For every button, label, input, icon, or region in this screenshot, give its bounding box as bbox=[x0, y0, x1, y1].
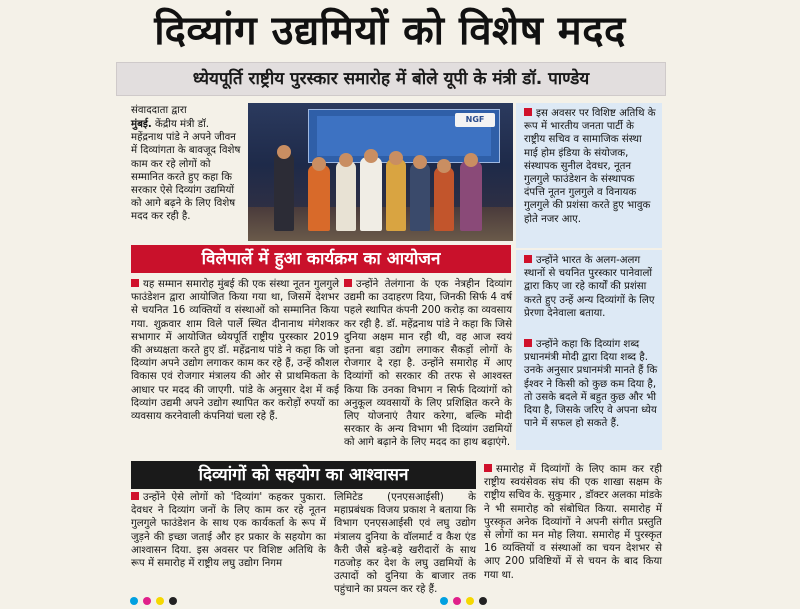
event-photo bbox=[248, 103, 513, 241]
person-figure bbox=[274, 153, 294, 231]
bullet-square-icon bbox=[524, 255, 532, 263]
sidebar-paragraph bbox=[524, 254, 658, 336]
section2-col3 bbox=[484, 463, 662, 583]
section1-col2 bbox=[344, 278, 512, 458]
intro-body: केंद्रीय मंत्री डॉ. महेंद्रनाथ पांडे ने अपने जीवन में दिव्यांगता के बावजूद विशेष काम कर रहे लोगों को सम्मानित करते हुए कहा कि सरकार ऐसे दिव्यांग उद्यमियों को आगे बढ़ने के लिए विशेष मदद कर रही है. bbox=[131, 119, 241, 223]
sidebar-paragraph bbox=[524, 338, 658, 448]
section1-heading: विलेपार्ले में हुआ कार्यक्रम का आयोजन bbox=[131, 245, 511, 273]
section2-heading: दिव्यांगों को सहयोग का आश्वासन bbox=[131, 461, 476, 489]
person-figure bbox=[386, 159, 406, 231]
subheadline: ध्येयपूर्ति राष्ट्रीय पुरस्कार समारोह में बोले यूपी के मंत्री डॉ. पाण्डेय bbox=[116, 62, 666, 96]
sidebar-paragraph bbox=[524, 107, 658, 247]
sidebar-text-2: उन्होंने भारत के अलग-अलग स्थानों से चयनित पुरस्कार पानेवालों द्वारा किए जा रहे कार्यों की प्रशंसा करते हुए उन्हें अन्य दिव्यांगों के लिए प्रेरणा देनेवाला बताया. bbox=[524, 255, 655, 319]
section2-col3-text: समारोह में दिव्यांगों के लिए काम कर रही राष्ट्रीय स्वयंसेवक संघ की एक शाखा सक्षम के राष्ट्रीय सचिव के. सुकुमार , डॉक्टर अलका मांडके ने भी समारोह को संबोधित किया. समारोह में पुरस्कृत अनेक दिव्यांगों ने अपनी संगीत प्रस्तुति से लोगों का मन मोह लिया. समारोह में पुरस्कृत 16 व्यक्तियों व संस्थाओं का चयन देशभर से आए 200 प्रविष्टियों में से चयन के बाद किया गया था. bbox=[484, 464, 662, 581]
bullet-square-icon bbox=[524, 108, 532, 116]
person-figure bbox=[434, 167, 454, 231]
byline: संवाददाता द्वारा bbox=[131, 105, 187, 116]
person-figure bbox=[410, 163, 430, 231]
person-head bbox=[364, 149, 378, 163]
bullet-square-icon bbox=[131, 279, 139, 287]
person-head bbox=[464, 153, 478, 167]
person-figure bbox=[360, 157, 382, 231]
ngf-logo: NGF bbox=[455, 113, 495, 127]
bullet-square-icon bbox=[344, 279, 352, 287]
person-head bbox=[339, 153, 353, 167]
bullet-square-icon bbox=[131, 492, 139, 500]
section1-col1 bbox=[131, 278, 339, 458]
headline: दिव्यांग उद्यमियों को विशेष मदद bbox=[154, 8, 626, 54]
section1-col1-text: यह सम्मान समारोह मुंबई की एक संस्था नूतन गुलगुले फाउंडेशन द्वारा आयोजित किया गया था, जिसमें देशभर से चयनित 16 व्यक्तियों व संस्थाओं को सम्मानित किया गया. शुक्रवार शाम विले पार्ले स्थित दीनानाथ मंगेशकर सभागार में आयोजित ध्येयपूर्ति राष्ट्रीय पुरस्कार 2019 की अध्यक्षता करते हुए डॉ. महेंद्रनाथ पांडे ने कहा कि जो दिव्यांग अपने उद्योग लगाकर काम कर रहे हैं, उन्हें कौशल विकास एवं रोजगार मंत्रालय की ओर से प्राथमिकता के आधार पर मदद की जाएगी. पांडे के अनुसार देश में कई दिव्यांग उद्यमी अपने उद्योग स्थापित कर करोड़ों रुपयों का व्यवसाय करनेवाली कंपनियां चला रहे हैं. bbox=[131, 279, 339, 423]
section2-col2 bbox=[334, 491, 476, 596]
section2-col1-text: उन्होंने ऐसे लोगों को 'दिव्यांग' कहकर पुकारा. देवधर ने दिव्यांग जनों के लिए काम कर रहे नूतन गुलगुले फाउंडेशन के साथ एक कार्यकर्ता के रूप में जुड़ने की इच्छा जताई और हर प्रकार के सहयोग का आश्वासन दिया. इस अवसर पर विशिष्ट अतिथि के रूप में समारोह में राष्ट्रीय लघु उद्योग निगम bbox=[131, 492, 326, 570]
section1-col2-text: उन्होंने तेलंगाना के एक नेत्रहीन दिव्यांग उद्यमी का उदाहरण दिया, जिनकी सिर्फ 4 वर्ष पहले स्थापित कंपनी 200 करोड़ का व्यवसाय कर रही है. डॉ. महेंद्रनाथ पांडे ने कहा कि जिसे दुनिया अक्षम मान रही थी, वह आज स्वयं इतना बड़ा उद्योग लगाकर सैकड़ों लोगों के रोजगार दे रहा है. उन्होंने समारोह में आए दिव्यांगों को सरकार की तरफ से आश्वस्त किया कि उनका विभाग न सिर्फ दिव्यांगों को अनुकूल व्यवसायों के लिए प्रशिक्षित करने के लिए योजनाएं तैयार करेगा, बल्कि मोदी सरकार के अन्य विभाग भी दिव्यांग उद्यमियों को आगे बढ़ाने के लिए मदद का हाथ बढ़ाएंगे. bbox=[344, 279, 512, 449]
registration-marks-right bbox=[440, 590, 500, 600]
person-head bbox=[389, 151, 403, 165]
intro-place: मुंबई. bbox=[131, 119, 152, 130]
sidebar-text-3: उन्होंने कहा कि दिव्यांग शब्द प्रधानमंत्री मोदी द्वारा दिया शब्द है. उनके अनुसार प्रधानमंत्री मानते हैं कि ईश्वर ने किसी को कुछ कम दिया है, तो उसके बदले में बहुत कुछ और भी दिया है, जिसके जरिए वे अपना ध्येय पाने में सफल हो सकते हैं. bbox=[524, 339, 658, 430]
person-figure bbox=[460, 161, 482, 231]
bullet-square-icon bbox=[524, 339, 532, 347]
person-head bbox=[413, 155, 427, 169]
person-head bbox=[312, 157, 326, 171]
person-figure bbox=[308, 165, 330, 231]
person-figure bbox=[336, 161, 356, 231]
intro-text bbox=[131, 118, 243, 243]
section2-col2-text: लिमिटेड (एनएसआईसी) के महाप्रबंधक विजय प्रकाश ने बताया कि विभाग एनएसआईसी एवं लघु उद्योग मंत्रालय दुनिया के वॉलमार्ट व कैश एंड कैरी जैसे बड़े-बड़े खरीदारों के साथ गठजोड़ कर देश के लघु उद्यमियों के उत्पादों को दुनिया के बाजार तक पहुंचाने का प्रयत्न कर रहे हैं. bbox=[334, 492, 476, 596]
person-head bbox=[437, 159, 451, 173]
sidebar-text-1: इस अवसर पर विशिष्ट अतिथि के रूप में भारतीय जनता पार्टी के राष्ट्रीय सचिव व सामाजिक संस्था माई होम इंडिया के संयोजक, संस्थापक सुनील देवधर, नूतन गुलगुले फाउंडेशन के संस्थापक दंपत्ति नूतन गुलगुले व विनायक गुलगुले की प्रशंसा करते हुए भावुक होते नजर आए. bbox=[524, 108, 656, 225]
section2-col1 bbox=[131, 491, 326, 586]
person-head bbox=[277, 145, 291, 159]
bullet-square-icon bbox=[484, 464, 492, 472]
registration-marks-left bbox=[130, 590, 190, 600]
